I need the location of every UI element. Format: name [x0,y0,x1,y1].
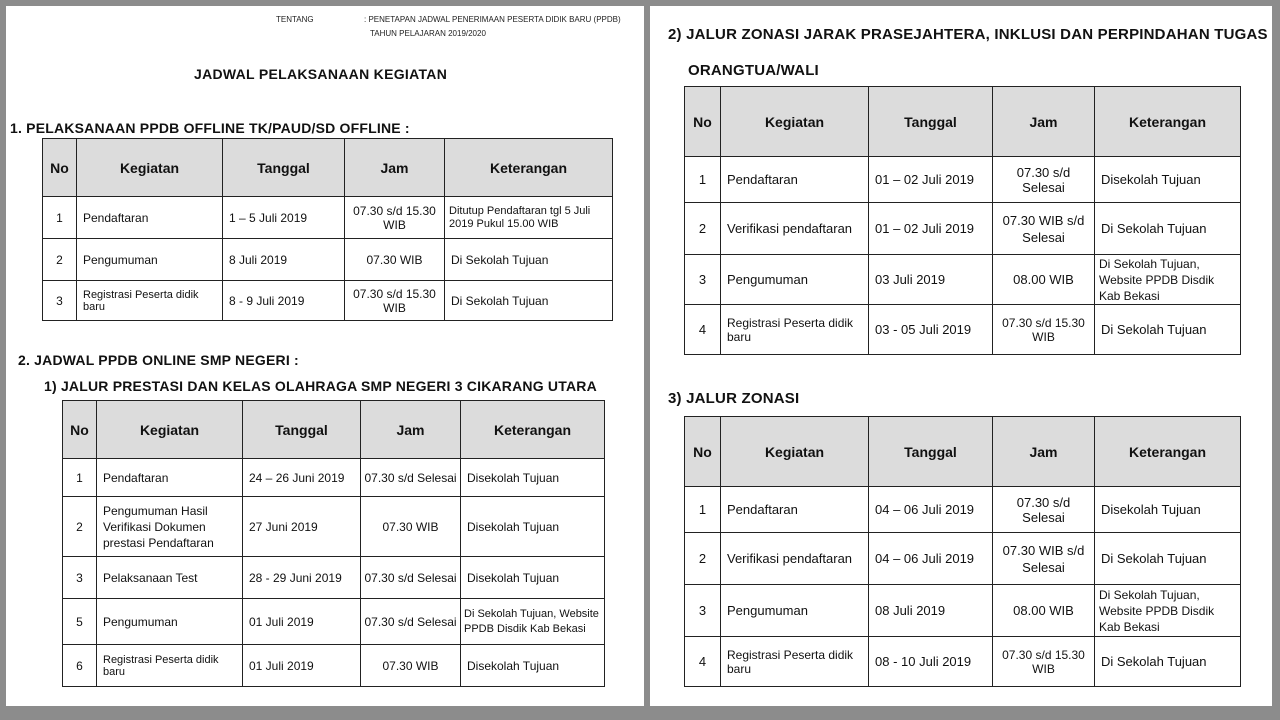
table-row [63,497,605,557]
cell-no: 2 [685,203,721,255]
cell-no: 2 [63,497,97,557]
cell-jam: 07.30 s/d Selesai [993,487,1095,533]
col-no: No [63,401,97,459]
section-r2-title-line-1: 2) JALUR ZONASI JARAK PRASEJAHTERA, INKLUSI DAN PERPINDAHAN TUGAS [668,26,1268,43]
cell-tanggal: 01 Juli 2019 [243,599,361,645]
cell-jam: 07.30 s/d 15.30 WIB [345,281,445,321]
table-header-row [63,401,605,459]
section-1-title: 1. PELAKSANAAN PPDB OFFLINE TK/PAUD/SD OFFLINE : [10,120,410,136]
col-kegiatan: Kegiatan [97,401,243,459]
col-tanggal: Tanggal [223,139,345,197]
cell-no: 2 [43,239,77,281]
cell-jam: 08.00 WIB [993,585,1095,637]
cell-jam: 07.30 WIB [345,239,445,281]
cell-kegiatan: Registrasi Peserta didik baru [97,645,243,687]
cell-keterangan: Di Sekolah Tujuan [445,281,613,321]
cell-tanggal: 08 - 10 Juli 2019 [869,637,993,687]
cell-no: 1 [43,197,77,239]
header-line-1: : PENETAPAN JADWAL PENERIMAAN PESERTA DIDIK BARU (PPDB) [364,15,621,24]
cell-kegiatan: Pendaftaran [97,459,243,497]
table-row [43,239,613,281]
cell-tanggal: 24 – 26 Juni 2019 [243,459,361,497]
col-jam: Jam [993,87,1095,157]
table-header-row [685,87,1241,157]
col-tanggal: Tanggal [869,87,993,157]
cell-tanggal: 03 Juli 2019 [869,255,993,305]
section-r3-title: 3) JALUR ZONASI [668,390,800,407]
cell-jam: 07.30 s/d 15.30 WIB [345,197,445,239]
cell-tanggal: 8 Juli 2019 [223,239,345,281]
col-keterangan: Keterangan [461,401,605,459]
cell-kegiatan: Verifikasi pendaftaran [721,203,869,255]
cell-no: 5 [63,599,97,645]
cell-kegiatan: Pendaftaran [721,487,869,533]
cell-no: 1 [685,157,721,203]
cell-kegiatan: Registrasi Peserta didik baru [721,637,869,687]
col-keterangan: Keterangan [445,139,613,197]
cell-kegiatan: Pengumuman [97,599,243,645]
cell-tanggal: 01 Juli 2019 [243,645,361,687]
cell-jam: 07.30 s/d Selesai [993,157,1095,203]
table-section-r2 [684,86,1241,355]
cell-tanggal: 1 – 5 Juli 2019 [223,197,345,239]
col-jam: Jam [361,401,461,459]
table-section-r3 [684,416,1241,687]
cell-kegiatan: Pendaftaran [77,197,223,239]
table-row [685,157,1241,203]
table-row [685,585,1241,637]
cell-jam: 07.30 s/d 15.30 WIB [993,637,1095,687]
cell-no: 3 [43,281,77,321]
cell-keterangan: Di Sekolah Tujuan [1095,305,1241,355]
table-header-row [685,417,1241,487]
cell-keterangan: Di Sekolah Tujuan, Website PPDB Disdik Kab Bekasi [461,599,605,645]
cell-no: 6 [63,645,97,687]
cell-tanggal: 01 – 02 Juli 2019 [869,203,993,255]
col-no: No [43,139,77,197]
cell-kegiatan: Verifikasi pendaftaran [721,533,869,585]
cell-keterangan: Disekolah Tujuan [461,459,605,497]
cell-keterangan: Di Sekolah Tujuan [1095,637,1241,687]
cell-tanggal: 03 - 05 Juli 2019 [869,305,993,355]
left-page [6,6,644,706]
col-kegiatan: Kegiatan [77,139,223,197]
table-row [685,255,1241,305]
col-no: No [685,87,721,157]
cell-kegiatan: Pengumuman [77,239,223,281]
cell-jam: 07.30 WIB s/d Selesai [993,203,1095,255]
col-kegiatan: Kegiatan [721,87,869,157]
table-row [63,557,605,599]
cell-tanggal: 28 - 29 Juni 2019 [243,557,361,599]
col-jam: Jam [345,139,445,197]
table-row [43,197,613,239]
document-title: JADWAL PELAKSANAAN KEGIATAN [194,66,448,82]
cell-jam: 07.30 s/d Selesai [361,459,461,497]
table-row [63,645,605,687]
cell-jam: 07.30 WIB s/d Selesai [993,533,1095,585]
cell-no: 2 [685,533,721,585]
cell-kegiatan: Pelaksanaan Test [97,557,243,599]
header-line-2: TAHUN PELAJARAN 2019/2020 [370,29,486,38]
cell-keterangan: Disekolah Tujuan [461,497,605,557]
table-row [685,203,1241,255]
cell-keterangan: Di Sekolah Tujuan, Website PPDB Disdik Kab Bekasi [1095,255,1241,305]
col-no: No [685,417,721,487]
col-jam: Jam [993,417,1095,487]
cell-kegiatan: Pengumuman Hasil Verifikasi Dokumen prestasi Pendaftaran [97,497,243,557]
cell-jam: 07.30 s/d Selesai [361,599,461,645]
cell-jam: 07.30 WIB [361,497,461,557]
right-page [650,6,1272,706]
cell-tanggal: 8 - 9 Juli 2019 [223,281,345,321]
cell-tanggal: 04 – 06 Juli 2019 [869,533,993,585]
section-2-title: 2. JADWAL PPDB ONLINE SMP NEGERI : [18,352,299,368]
cell-no: 4 [685,637,721,687]
cell-keterangan: Disekolah Tujuan [1095,157,1241,203]
table-row [63,459,605,497]
cell-tanggal: 27 Juni 2019 [243,497,361,557]
col-tanggal: Tanggal [869,417,993,487]
table-row [63,599,605,645]
col-kegiatan: Kegiatan [721,417,869,487]
cell-jam: 08.00 WIB [993,255,1095,305]
cell-tanggal: 01 – 02 Juli 2019 [869,157,993,203]
header-label: TENTANG [276,15,314,24]
section-r2-title-line-2: ORANGTUA/WALI [688,62,819,79]
cell-keterangan: Ditutup Pendaftaran tgl 5 Juli 2019 Pukul 15.00 WIB [445,197,613,239]
cell-no: 1 [63,459,97,497]
cell-no: 3 [685,255,721,305]
cell-keterangan: Disekolah Tujuan [461,645,605,687]
cell-keterangan: Di Sekolah Tujuan [445,239,613,281]
section-2-sub-1-title: 1) JALUR PRESTASI DAN KELAS OLAHRAGA SMP NEGERI 3 CIKARANG UTARA [44,378,597,394]
cell-no: 3 [685,585,721,637]
cell-kegiatan: Pengumuman [721,255,869,305]
cell-keterangan: Di Sekolah Tujuan [1095,533,1241,585]
cell-no: 4 [685,305,721,355]
table-section-1 [42,138,613,321]
cell-no: 3 [63,557,97,599]
table-section-2-1 [62,400,605,687]
col-keterangan: Keterangan [1095,87,1241,157]
table-row [43,281,613,321]
table-row [685,637,1241,687]
table-row [685,533,1241,585]
cell-kegiatan: Registrasi Peserta didik baru [77,281,223,321]
cell-tanggal: 04 – 06 Juli 2019 [869,487,993,533]
col-keterangan: Keterangan [1095,417,1241,487]
cell-tanggal: 08 Juli 2019 [869,585,993,637]
table-row [685,305,1241,355]
cell-keterangan: Di Sekolah Tujuan, Website PPDB Disdik Kab Bekasi [1095,585,1241,637]
cell-no: 1 [685,487,721,533]
cell-keterangan: Disekolah Tujuan [461,557,605,599]
cell-jam: 07.30 WIB [361,645,461,687]
cell-kegiatan: Registrasi Peserta didik baru [721,305,869,355]
cell-jam: 07.30 s/d 15.30 WIB [993,305,1095,355]
cell-kegiatan: Pengumuman [721,585,869,637]
cell-jam: 07.30 s/d Selesai [361,557,461,599]
cell-keterangan: Disekolah Tujuan [1095,487,1241,533]
cell-kegiatan: Pendaftaran [721,157,869,203]
table-header-row [43,139,613,197]
col-tanggal: Tanggal [243,401,361,459]
table-row [685,487,1241,533]
cell-keterangan: Di Sekolah Tujuan [1095,203,1241,255]
